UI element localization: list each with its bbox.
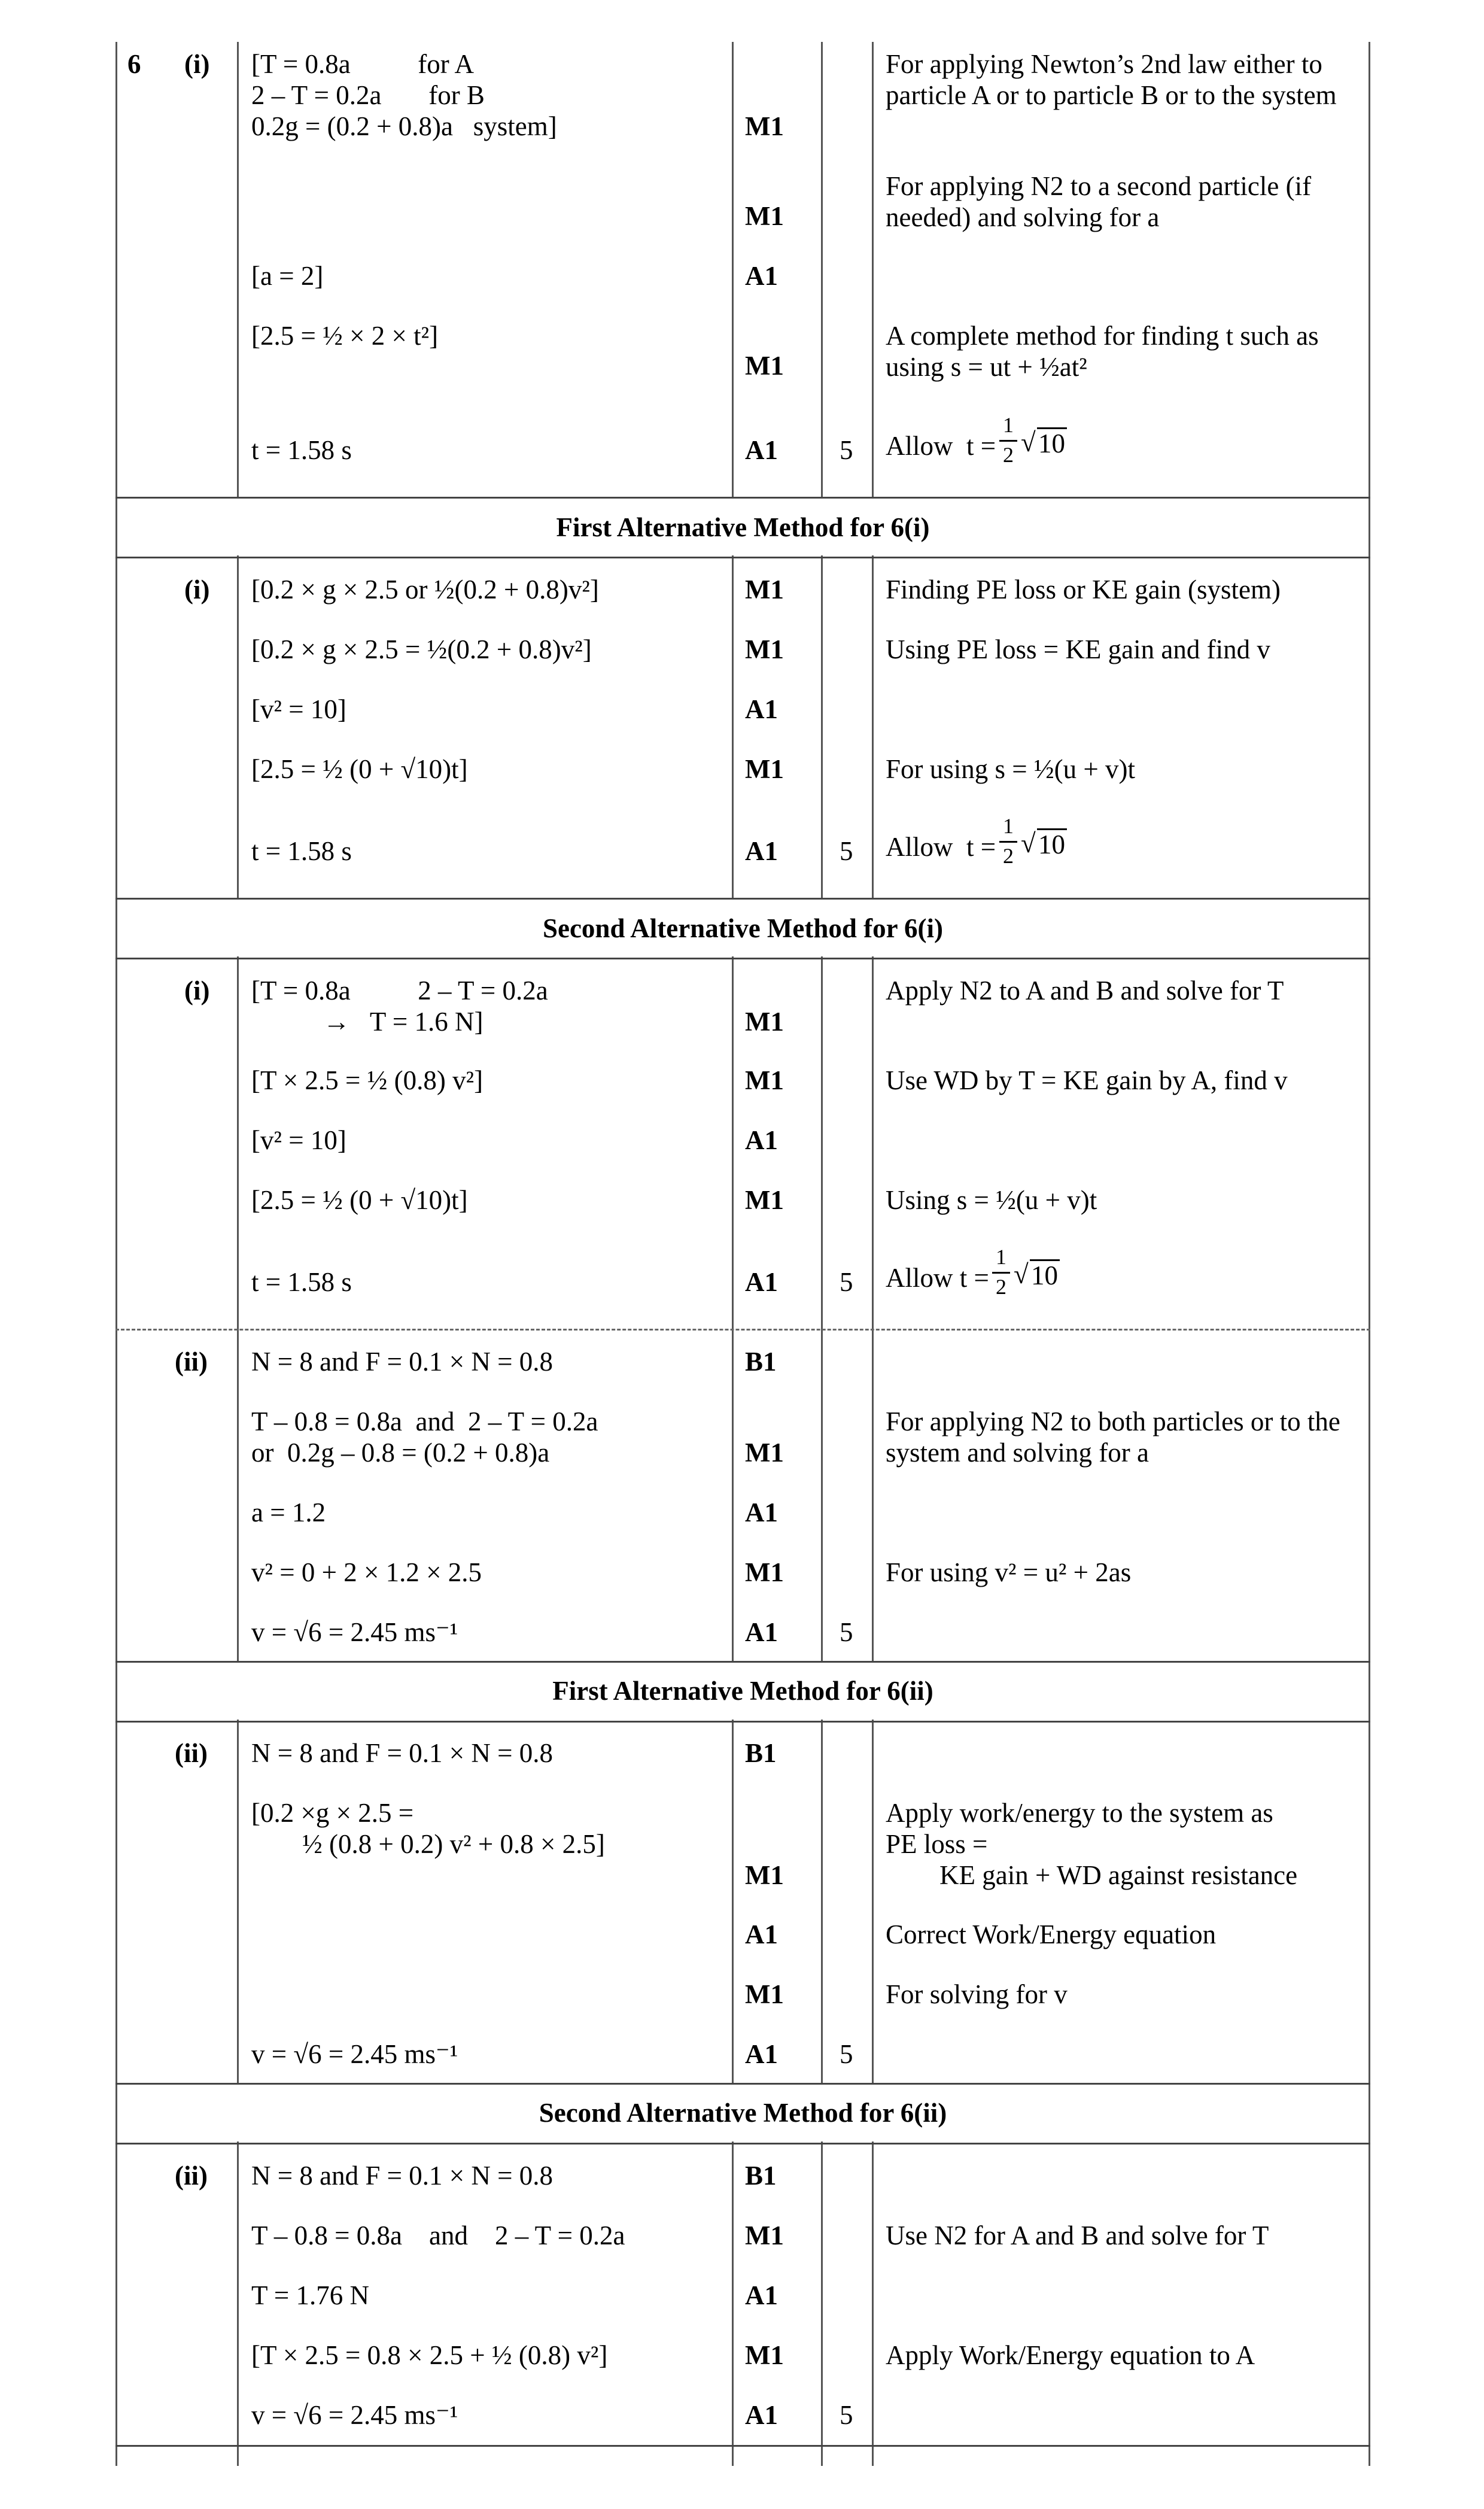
working-line: v² = 0 + 2 × 1.2 × 2.5 — [251, 1557, 482, 1587]
total-marks: 5 — [840, 836, 853, 866]
sqrt-sign: √ — [1014, 1259, 1029, 1289]
guidance-line: particle A or to particle B or to the system — [886, 80, 1337, 110]
working-line: T = 1.76 N — [251, 2280, 370, 2310]
row-divider — [115, 2445, 1370, 2447]
row-divider — [115, 958, 1370, 959]
mark-label: M1 — [745, 2221, 784, 2250]
guidance-line: system and solving for a — [886, 1438, 1149, 1468]
mark-label: M1 — [745, 1185, 784, 1215]
guidance-line: Use N2 for A and B and solve for T — [886, 2221, 1269, 2250]
section-header: First Alternative Method for 6(i) — [556, 512, 930, 542]
guidance-line: needed) and solving for a — [886, 202, 1160, 232]
allow-text: Allow t = — [886, 832, 996, 862]
mark-label: M1 — [745, 754, 784, 784]
working-line: t = 1.58 s — [251, 1267, 352, 1297]
mark-label: M1 — [745, 634, 784, 664]
working-line: T – 0.8 = 0.8a and 2 – T = 0.2a — [251, 2221, 625, 2250]
fraction-bar — [999, 440, 1017, 442]
mark-label: A1 — [745, 1617, 778, 1647]
mark-label: A1 — [745, 836, 778, 866]
mark-label: M1 — [745, 1065, 784, 1095]
sqrt-radicand: 10 — [1038, 830, 1065, 859]
working-line: t = 1.58 s — [251, 836, 352, 866]
working-line: ½ (0.8 + 0.2) v² + 0.8 × 2.5] — [302, 1829, 605, 1859]
guidance-line: Correct Work/Energy equation — [886, 1919, 1217, 1949]
working-line: 2 – T = 0.2a for B — [251, 80, 485, 110]
mark-label: A1 — [745, 1125, 778, 1155]
working-line: → T = 1.6 N] — [323, 1007, 483, 1037]
mark-label: M1 — [745, 1438, 784, 1468]
mark-label: A1 — [745, 435, 778, 465]
mark-label: M1 — [745, 351, 784, 381]
guidance-line: Apply N2 to A and B and solve for T — [886, 976, 1284, 1006]
part-label: (i) — [184, 49, 210, 79]
mark-label: M1 — [745, 201, 784, 231]
working-line: [a = 2] — [251, 261, 324, 291]
question-number: 6 — [127, 49, 141, 79]
mark-label: A1 — [745, 2039, 778, 2069]
working-line: [2.5 = ½ × 2 × t²] — [251, 321, 439, 351]
working-line: v = √6 = 2.45 ms⁻¹ — [251, 2400, 458, 2430]
mark-label: A1 — [745, 1919, 778, 1949]
working-line: [2.5 = ½ (0 + √10)t] — [251, 1185, 468, 1215]
guidance-line: Use WD by T = KE gain by A, find v — [886, 1065, 1288, 1095]
working-line: or 0.2g – 0.8 = (0.2 + 0.8)a — [251, 1438, 550, 1468]
part-label: (i) — [184, 976, 210, 1006]
mark-label: B1 — [745, 2161, 777, 2191]
mark-label: A1 — [745, 261, 778, 291]
part-label: (ii) — [175, 1347, 208, 1377]
fraction-denominator: 2 — [996, 1275, 1006, 1299]
section-header: First Alternative Method for 6(ii) — [552, 1676, 933, 1706]
working-line: [T × 2.5 = ½ (0.8) v²] — [251, 1065, 483, 1095]
working-line: [T = 0.8a 2 – T = 0.2a — [251, 976, 548, 1006]
guidance-line: Apply Work/Energy equation to A — [886, 2340, 1255, 2370]
guidance-line: KE gain + WD against resistance — [939, 1860, 1298, 1890]
part-label: (ii) — [175, 2161, 208, 2191]
sqrt-radicand: 10 — [1038, 429, 1065, 458]
guidance-line: PE loss = — [886, 1829, 988, 1859]
guidance-line: For using s = ½(u + v)t — [886, 754, 1136, 784]
working-line: [0.2 × g × 2.5 or ½(0.2 + 0.8)v²] — [251, 575, 599, 605]
mark-label: M1 — [745, 111, 784, 141]
working-line: a = 1.2 — [251, 1497, 326, 1527]
working-line: N = 8 and F = 0.1 × N = 0.8 — [251, 1738, 554, 1768]
row-divider-dashed — [115, 1329, 1370, 1331]
sqrt-sign: √ — [1021, 427, 1036, 457]
fraction-denominator: 2 — [1003, 443, 1014, 467]
mark-label: A1 — [745, 1497, 778, 1527]
working-line: [T × 2.5 = 0.8 × 2.5 + ½ (0.8) v²] — [251, 2340, 608, 2370]
working-line: [v² = 10] — [251, 1125, 346, 1155]
working-line: 0.2g = (0.2 + 0.8)a system] — [251, 111, 557, 141]
row-divider — [115, 1721, 1370, 1723]
mark-label: B1 — [745, 1738, 777, 1768]
row-divider — [115, 557, 1370, 558]
fraction-numerator: 1 — [1003, 814, 1014, 838]
guidance-line: Apply work/energy to the system as — [886, 1798, 1273, 1828]
guidance-line: For solving for v — [886, 1979, 1068, 2009]
guidance-line: Using s = ½(u + v)t — [886, 1185, 1097, 1215]
part-label: (ii) — [175, 1738, 208, 1768]
mark-label: B1 — [745, 1347, 777, 1377]
working-line: [2.5 = ½ (0 + √10)t] — [251, 754, 468, 784]
part-label: (i) — [184, 575, 210, 605]
fraction-denominator: 2 — [1003, 844, 1014, 868]
guidance-line: Using PE loss = KE gain and find v — [886, 634, 1270, 664]
guidance-line: using s = ut + ½at² — [886, 352, 1087, 382]
fraction-bar — [992, 1272, 1010, 1274]
guidance-line: For applying Newton’s 2nd law either to — [886, 49, 1322, 79]
working-line: [T = 0.8a for A — [251, 49, 474, 79]
total-marks: 5 — [840, 1267, 853, 1297]
fraction-numerator: 1 — [996, 1245, 1006, 1269]
mark-label: A1 — [745, 2280, 778, 2310]
mark-label: M1 — [745, 1007, 784, 1037]
mark-label: M1 — [745, 2340, 784, 2370]
working-line: N = 8 and F = 0.1 × N = 0.8 — [251, 1347, 554, 1377]
fraction-bar — [999, 841, 1017, 843]
working-line: v = √6 = 2.45 ms⁻¹ — [251, 2039, 458, 2069]
total-marks: 5 — [840, 2039, 853, 2069]
mark-label: M1 — [745, 1979, 784, 2009]
sqrt-radicand: 10 — [1031, 1260, 1058, 1290]
working-line: [v² = 10] — [251, 694, 346, 724]
allow-text: Allow t = — [886, 1263, 989, 1293]
working-line: [0.2 × g × 2.5 = ½(0.2 + 0.8)v²] — [251, 634, 592, 664]
total-marks: 5 — [840, 2400, 853, 2430]
mark-label: A1 — [745, 2400, 778, 2430]
sqrt-sign: √ — [1021, 828, 1036, 858]
guidance-line: For applying N2 to both particles or to the — [886, 1407, 1340, 1436]
guidance-line: Finding PE loss or KE gain (system) — [886, 575, 1281, 605]
working-line: N = 8 and F = 0.1 × N = 0.8 — [251, 2161, 554, 2191]
guidance-line: For applying N2 to a second particle (if — [886, 171, 1312, 201]
guidance-line: A complete method for finding t such as — [886, 321, 1319, 351]
row-divider — [115, 2143, 1370, 2145]
section-header: Second Alternative Method for 6(i) — [542, 913, 944, 943]
working-line: [0.2 ×g × 2.5 = — [251, 1798, 414, 1828]
mark-label: M1 — [745, 1860, 784, 1890]
working-line: T – 0.8 = 0.8a and 2 – T = 0.2a — [251, 1407, 598, 1436]
working-line: v = √6 = 2.45 ms⁻¹ — [251, 1617, 458, 1647]
allow-text: Allow t = — [886, 431, 996, 461]
total-marks: 5 — [840, 1617, 853, 1647]
mark-label: M1 — [745, 1557, 784, 1587]
fraction-numerator: 1 — [1003, 413, 1014, 437]
mark-label: A1 — [745, 694, 778, 724]
guidance-line: For using v² = u² + 2as — [886, 1557, 1132, 1587]
working-line: t = 1.58 s — [251, 435, 352, 465]
mark-label: M1 — [745, 575, 784, 605]
mark-label: A1 — [745, 1267, 778, 1297]
section-header: Second Alternative Method for 6(ii) — [539, 2098, 947, 2128]
total-marks: 5 — [840, 435, 853, 465]
